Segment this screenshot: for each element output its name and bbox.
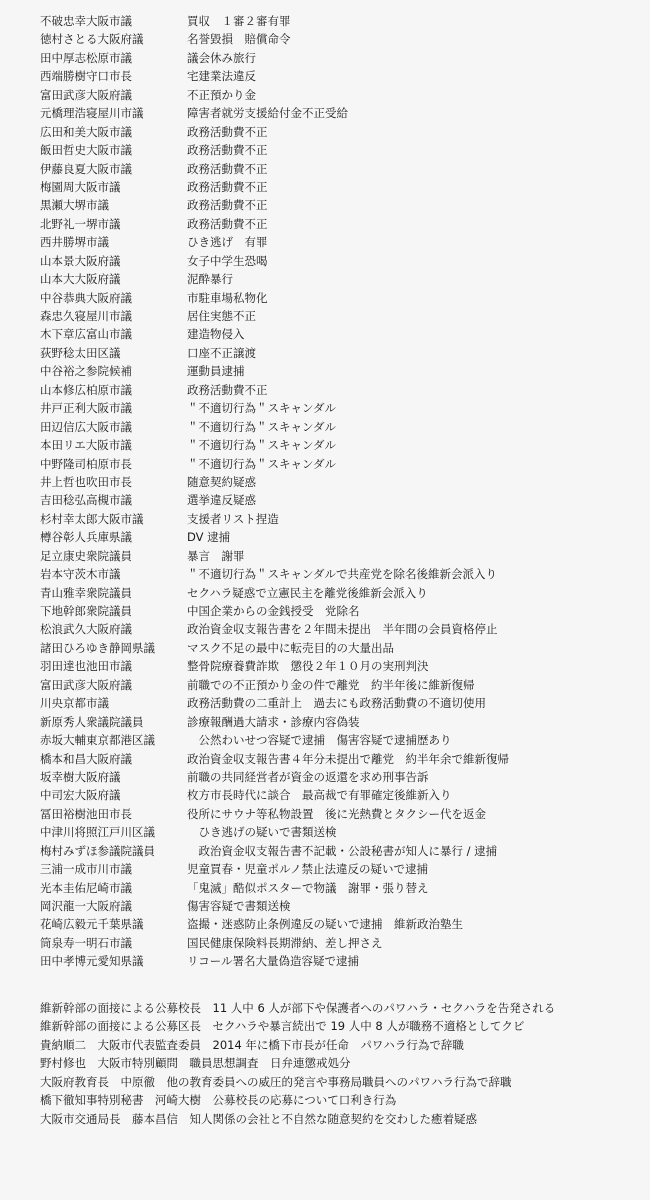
record-row [40,620,650,638]
record-description: 選挙違反疑惑 [187,493,256,508]
record-description: セクハラ疑惑で立憲民主を離党後維新会派入り [187,585,428,600]
record-row [40,676,650,694]
record-row [40,786,650,804]
record-name: 伊藤良夏大阪市議 [40,161,132,176]
record-row [40,510,650,528]
record-row [40,860,650,878]
record-row [40,565,650,583]
record-row [40,178,650,196]
record-description: リコール署名大量偽造容疑で逮捕 [187,954,360,969]
record-description: 買収 １審２審有罪 [187,14,291,28]
record-name: 橋本和昌大阪府議 [40,751,132,766]
record-description: ＂不適切行為＂スキャンダルで共産党を除名後維新会派入り [187,567,498,582]
record-name: 中谷恭典大阪府議 [40,290,132,305]
record-row [40,805,650,823]
record-row [40,123,650,141]
record-description: 随意契約疑惑 [187,474,256,489]
record-description: 障害者就労支援給付金不正受給 [187,106,348,121]
record-row [40,602,650,620]
record-name: 田辺信広大阪市議 [40,419,132,434]
record-description: 政治資金収支報告書不記載・公設秘書が知人に暴行 / 逮捕 [187,843,498,858]
record-description: ＂不適切行為＂スキャンダル [187,456,337,471]
record-row [40,418,650,436]
record-row [40,694,650,712]
record-name: 赤坂大輔東京都港区議 [40,733,155,748]
record-description: 「鬼滅」酷似ポスターで物議 謝罪・張り替え [187,880,429,895]
record-name: 徳村さとる大阪府議 [40,32,144,47]
record-description: 女子中学生恐喝 [187,253,268,268]
record-name: 羽田達也池田市議 [40,659,132,674]
record-description: 政務活動費不正 [187,161,268,176]
record-row [40,196,650,214]
record-description: 泥酔暴行 [187,272,233,287]
record-description: 政務活動費の二重計上 過去にも政務活動費の不適切使用 [187,696,486,711]
record-name: 元橋理浩寝屋川市議 [40,106,144,121]
record-description: 中国企業からの金銭授受 党除名 [187,604,360,618]
record-description: 政務活動費不正 [187,216,268,231]
record-name: 井上哲也吹田市長 [40,474,132,489]
record-description: 政務活動費不正 [187,179,268,194]
record-row [40,473,650,491]
record-row [40,307,650,325]
records-list [40,12,650,971]
record-description: 建造物侵入 [187,327,245,342]
record-name: 井戸正利大阪市議 [40,401,132,416]
record-name: 西井勝堺市議 [40,235,109,250]
record-row [40,215,650,233]
record-name: 飯田哲史大阪市議 [40,143,132,158]
record-name: 中野隆司柏原市長 [40,456,132,471]
record-name: 光本圭佑尼崎市議 [40,880,132,895]
record-name: 筒泉寿一明石市議 [40,935,132,950]
record-row [40,381,650,399]
record-description: 国民健康保険料長期滞納、差し押さえ [187,935,383,950]
footer-line: 橋下徹知事特別秘書 河崎大樹 公募校長の応募について口利き行為 [40,1093,397,1108]
record-name: 新原秀人衆議院議員 [40,714,144,729]
record-description: マスク不足の最中に転売目的の大量出品 [187,640,394,655]
record-description: 口座不正譲渡 [187,345,256,360]
record-description: 枚方市長時代に談合 最高裁で有罪確定後維新入り [187,788,452,803]
record-row [40,823,650,841]
footer-line: 維新幹部の面接による公募校長 11 人中 6 人が部下や保護者へのパワハラ・セクハラを告発される [40,1000,556,1015]
record-description: ひき逃げの疑いで書類送検 [187,825,337,840]
section-gap [40,971,650,999]
record-description: 前職の共同経営者が資金の返還を求め刑事告訴 [187,769,429,784]
record-row [40,325,650,343]
record-row [40,491,650,509]
record-description: 公然わいせつ容疑で逮捕 傷害容疑で逮捕歴あり [187,733,452,748]
record-row [40,141,650,159]
record-row [40,879,650,897]
record-row [40,731,650,749]
footer-line: 野村修也 大阪市特別顧問 職員思想調査 日弁連懲戒処分 [40,1056,351,1071]
record-row [40,768,650,786]
record-name: 中津川将照江戸川区議 [40,825,155,840]
record-name: 梅村みずほ参議院議員 [40,843,155,858]
record-description: ひき逃げ 有罪 [187,235,268,250]
record-description: 役所にサウナ等私物設置 後に光熱費とタクシー代を返金 [187,806,486,821]
record-description: 政務活動費不正 [187,198,268,213]
record-row [40,104,650,122]
record-description: ＂不適切行為＂スキャンダル [187,419,337,434]
record-row [40,362,650,380]
record-row [40,399,650,417]
record-name: 田中孝博元愛知県議 [40,954,144,969]
footer-line: 貴納順二 大阪市代表監査委員 2014 年に橋下市長が任命 パワハラ行為で辞職 [40,1037,464,1052]
record-row [40,528,650,546]
record-description: ＂不適切行為＂スキャンダル [187,401,337,416]
record-row [40,455,650,473]
record-description: 宅建業法違反 [187,69,256,84]
record-row [40,67,650,85]
record-name: 山本大大阪府議 [40,272,121,287]
record-name: 広田和美大阪市議 [40,124,132,139]
record-name: 本田リエ大阪市議 [40,438,132,453]
record-name: 三浦一成市川市議 [40,862,132,877]
record-description: 整骨院療養費詐欺 懲役２年１０月の実刑判決 [187,659,429,674]
record-name: 松浪武久大阪府議 [40,622,132,637]
record-name: 森忠久寝屋川市議 [40,309,132,323]
record-row [40,713,650,731]
record-description: 市駐車場私物化 [187,290,268,305]
record-name: 下地幹郎衆院議員 [40,604,132,618]
record-description: 名誉毀損 賠償命令 [187,32,291,47]
record-name: 足立康史衆院議員 [40,548,132,563]
footer-line: 維新幹部の面接による公募区長 セクハラや暴言続出で 19 人中 8 人が職務不適格としてクビ [40,1019,525,1034]
record-description: ＂不適切行為＂スキャンダル [187,438,337,453]
record-name: 青山雅幸衆院議員 [40,585,132,600]
record-name: 吉田稔弘高槻市議 [40,493,132,508]
record-row [40,160,650,178]
record-description: 盗撮・迷惑防止条例違反の疑いで逮捕 維新政治塾生 [187,917,463,932]
record-row [40,436,650,454]
record-name: 中司宏大阪府議 [40,788,121,803]
record-name: 富田武彦大阪府議 [40,677,132,692]
record-row [40,30,650,48]
record-description: 居住実態不正 [187,309,256,323]
record-name: 富田武彦大阪府議 [40,87,132,102]
record-row [40,897,650,915]
record-row [40,934,650,952]
record-row [40,12,650,30]
record-name: 黒瀬大堺市議 [40,198,109,213]
record-row [40,657,650,675]
record-row [40,49,650,67]
record-name: 杉村幸太郎大阪市議 [40,511,144,526]
record-row [40,639,650,657]
record-name: 坂幸樹大阪府議 [40,769,121,784]
record-description: 支援者リスト捏造 [187,511,279,526]
record-description: 政治資金収支報告書４年分未提出で離党 約半年余で維新復帰 [187,751,509,766]
record-name: 川央京都市議 [40,696,109,711]
record-row [40,86,650,104]
record-name: 中谷裕之参院候補 [40,364,132,379]
record-name: 岩本守茨木市議 [40,567,121,582]
record-description: 暴言 謝罪 [187,548,245,563]
record-name: 岡沢龍一大阪府議 [40,899,132,913]
record-name: 不破忠幸大阪市議 [40,14,132,28]
record-name: 田中厚志松原市議 [40,50,132,65]
record-row [40,584,650,602]
record-description: 政務活動費不正 [187,124,268,139]
record-name: 花崎広毅元千葉県議 [40,917,144,932]
record-description: 不正預かり金 [187,87,256,102]
record-name: 山本修広柏原市議 [40,382,132,397]
record-name: 山本景大阪府議 [40,253,121,268]
record-description: 政務活動費不正 [187,382,268,397]
record-row [40,750,650,768]
footer-line: 大阪市交通局長 藤本昌信 知人関係の会社と不自然な随意契約を交わした癒着疑惑 [40,1111,477,1126]
record-name: 木下章広富山市議 [40,327,132,342]
record-name: 北野礼一堺市議 [40,216,121,231]
record-description: 運動員逮捕 [187,364,245,379]
record-row [40,842,650,860]
record-name: 荻野稔太田区議 [40,345,121,360]
record-name: 冨田裕樹池田市長 [40,806,132,821]
record-description: 児童買春・児童ポルノ禁止法違反の疑いで逮捕 [187,862,429,877]
record-row [40,252,650,270]
record-name: 西端勝樹守口市長 [40,69,132,84]
footer-notes [40,999,650,1129]
record-row [40,270,650,288]
footer-line: 大阪府教育長 中原徹 他の教育委員への威圧的発言や事務局職員へのパワハラ行為で辞職 [40,1074,512,1089]
record-row [40,289,650,307]
record-row [40,952,650,970]
record-row [40,915,650,933]
record-description: 政治資金収支報告書を２年間未提出 半年間の会員資格停止 [187,622,498,637]
record-description: 前職での不正預かり金の件で離党 約半年後に維新復帰 [187,677,475,692]
record-row [40,547,650,565]
record-description: 議会休み旅行 [187,50,256,65]
record-row [40,344,650,362]
record-name: 諸田ひろゆき静岡県議 [40,640,155,655]
record-name: 梅園周大阪市議 [40,179,121,194]
record-description: 政務活動費不正 [187,143,268,158]
record-description: 診療報酬過大請求・診療内容偽装 [187,714,360,729]
record-name: 樽谷彰人兵庫県議 [40,530,132,545]
record-description: DV 逮捕 [187,530,231,545]
record-description: 傷害容疑で書類送検 [187,899,291,913]
record-row [40,233,650,251]
